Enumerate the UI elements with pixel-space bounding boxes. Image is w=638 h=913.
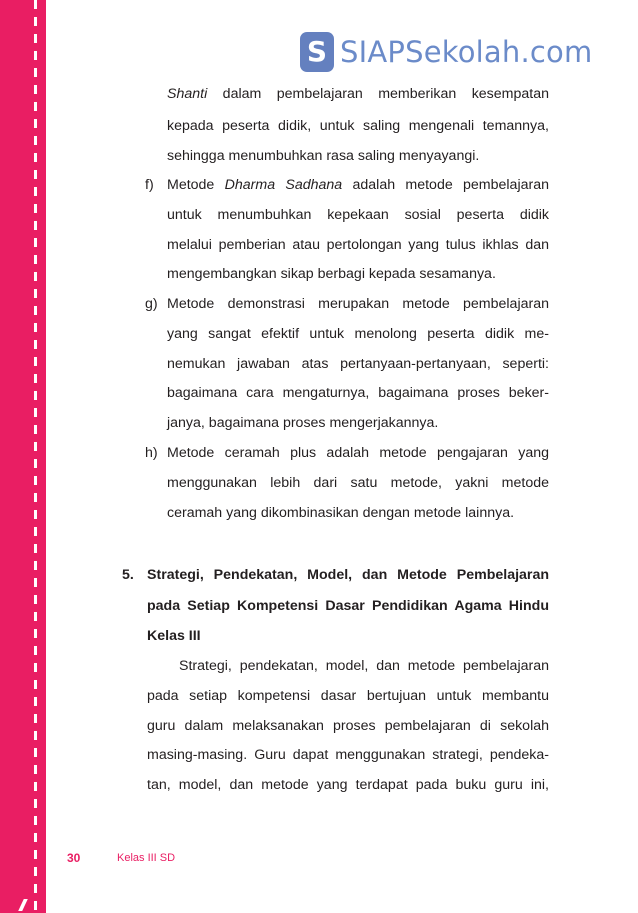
item-g-line-1: Metode demonstrasi merupakan metode pembelajaran <box>167 296 549 312</box>
section-heading-line-1: Strategi, Pendekatan, Model, dan Metode Pembelajaran <box>147 567 549 583</box>
list-marker-h: h) <box>145 445 158 461</box>
item-g-line-2: yang sangat efektif untuk menolong peserta didik me- <box>167 326 549 342</box>
item-f-line-2: untuk menumbuhkan kepekaan sosial peserta didik <box>167 207 549 223</box>
list-marker-g: g) <box>145 296 158 312</box>
continuation-line-3: sehingga menumbuhkan rasa saling menyayangi. <box>167 148 480 164</box>
logo-mark: S <box>300 32 334 72</box>
item-g-line-4: bagaimana cara mengaturnya, bagaimana proses beker- <box>167 385 549 401</box>
paragraph-line-2: pada setiap kompetensi dasar bertujuan untuk membantu <box>147 688 549 704</box>
section-number: 5. <box>122 567 134 583</box>
item-h-line-2: menggunakan lebih dari satu metode, yakni metode <box>167 475 549 491</box>
italic-term: Shanti <box>167 86 208 102</box>
paragraph-line-3: guru dalam melaksanakan proses pembelajaran di sekolah <box>147 718 549 734</box>
paragraph-line-5: tan, model, dan metode yang terdapat pada buku guru ini, <box>147 777 549 793</box>
continuation-line-1 <box>167 85 549 103</box>
page-number: 30 <box>67 851 81 865</box>
item-g-line-3: nemukan jawaban atas pertanyaan-pertanyaan, seperti: <box>167 356 549 372</box>
side-strip <box>0 0 46 913</box>
continuation-line-2: kepada peserta didik, untuk saling mengenali temannya, <box>167 118 549 134</box>
item-f-line-3: melalui pemberian atau pertolongan yang tulus ikhlas dan <box>167 237 549 253</box>
text-segment: Metode <box>167 177 225 193</box>
text-segment: dalam pembelajaran memberikan kesempatan <box>207 86 549 102</box>
paragraph-line-1: Strategi, pendekatan, model, dan metode pembelajaran <box>179 658 549 674</box>
logo-text: SIAPSekolah.com <box>340 35 593 69</box>
item-f-line-4: mengembangkan sikap berbagi kepada sesamanya. <box>167 266 496 282</box>
item-h-line-1: Metode ceramah plus adalah metode pengajaran yang <box>167 445 549 461</box>
section-heading-line-2: pada Setiap Kompetensi Dasar Pendidikan Agama Hindu <box>147 598 549 614</box>
section-heading-line-3: Kelas III <box>147 628 201 644</box>
italic-term: Dharma Sadhana <box>224 177 343 193</box>
item-g-line-5: janya, bagaimana proses mengerjakannya. <box>167 415 439 431</box>
item-h-line-3: ceramah yang dikombinasikan dengan metode lainnya. <box>167 505 515 521</box>
corner-mark <box>18 899 28 911</box>
text-segment: adalah metode pembelajaran <box>342 177 549 193</box>
site-logo <box>300 32 592 72</box>
footer-label: Kelas III SD <box>117 852 176 864</box>
dashed-line <box>34 0 37 913</box>
list-marker-f: f) <box>145 177 154 193</box>
paragraph-line-4: masing-masing. Guru dapat menggunakan strategi, pendeka- <box>147 747 549 763</box>
item-f-line-1 <box>167 176 549 194</box>
